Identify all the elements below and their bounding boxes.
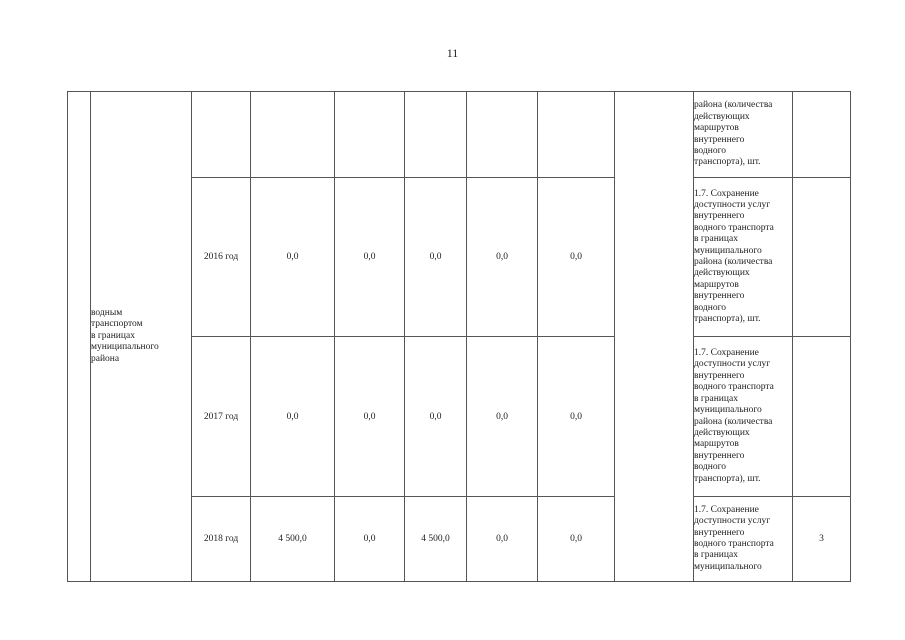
value-cell <box>467 92 538 178</box>
value-cell: 0,0 <box>538 337 615 497</box>
executor-cell <box>615 92 694 582</box>
indicator-cell: 1.7. Сохранение доступности услуг внутреннего водного транспорта в границах муниципального района (количества действующих маршрутов внутреннего водного транспорта), шт. <box>694 337 793 497</box>
value-cell: 0,0 <box>335 178 405 337</box>
year-cell: 2016 год <box>192 178 251 337</box>
value-cell: 0,0 <box>405 337 467 497</box>
value-cell: 0,0 <box>405 178 467 337</box>
year-cell: 2017 год <box>192 337 251 497</box>
table-row <box>68 92 851 178</box>
indicator-cell: 1.7. Сохранение доступности услуг внутреннего водного транспорта в границах муниципального <box>694 497 793 582</box>
indicator-value-cell <box>793 178 851 337</box>
value-cell <box>405 92 467 178</box>
indicator-value-cell: 3 <box>793 497 851 582</box>
value-cell: 0,0 <box>335 497 405 582</box>
value-cell: 0,0 <box>467 178 538 337</box>
indicator-value-cell <box>793 337 851 497</box>
value-cell: 0,0 <box>251 178 335 337</box>
value-cell: 0,0 <box>467 337 538 497</box>
page-number: 11 <box>446 46 459 60</box>
value-cell: 0,0 <box>251 337 335 497</box>
value-cell <box>335 92 405 178</box>
indicator-cell: района (количества действующих маршрутов внутреннего водного транспорта), шт. <box>694 92 793 178</box>
index-cell <box>68 92 91 582</box>
measure-name-cell: водным транспортом в границах муниципального района <box>91 92 192 582</box>
indicator-value-cell <box>793 92 851 178</box>
value-cell: 4 500,0 <box>251 497 335 582</box>
year-cell <box>192 92 251 178</box>
program-table <box>67 91 851 582</box>
value-cell <box>251 92 335 178</box>
indicator-cell: 1.7. Сохранение доступности услуг внутреннего водного транспорта в границах муниципального района (количества действующих маршрутов внутреннего водного транспорта), шт. <box>694 178 793 337</box>
value-cell: 0,0 <box>538 497 615 582</box>
value-cell: 0,0 <box>538 178 615 337</box>
value-cell: 0,0 <box>335 337 405 497</box>
value-cell <box>538 92 615 178</box>
value-cell: 0,0 <box>467 497 538 582</box>
year-cell: 2018 год <box>192 497 251 582</box>
value-cell: 4 500,0 <box>405 497 467 582</box>
